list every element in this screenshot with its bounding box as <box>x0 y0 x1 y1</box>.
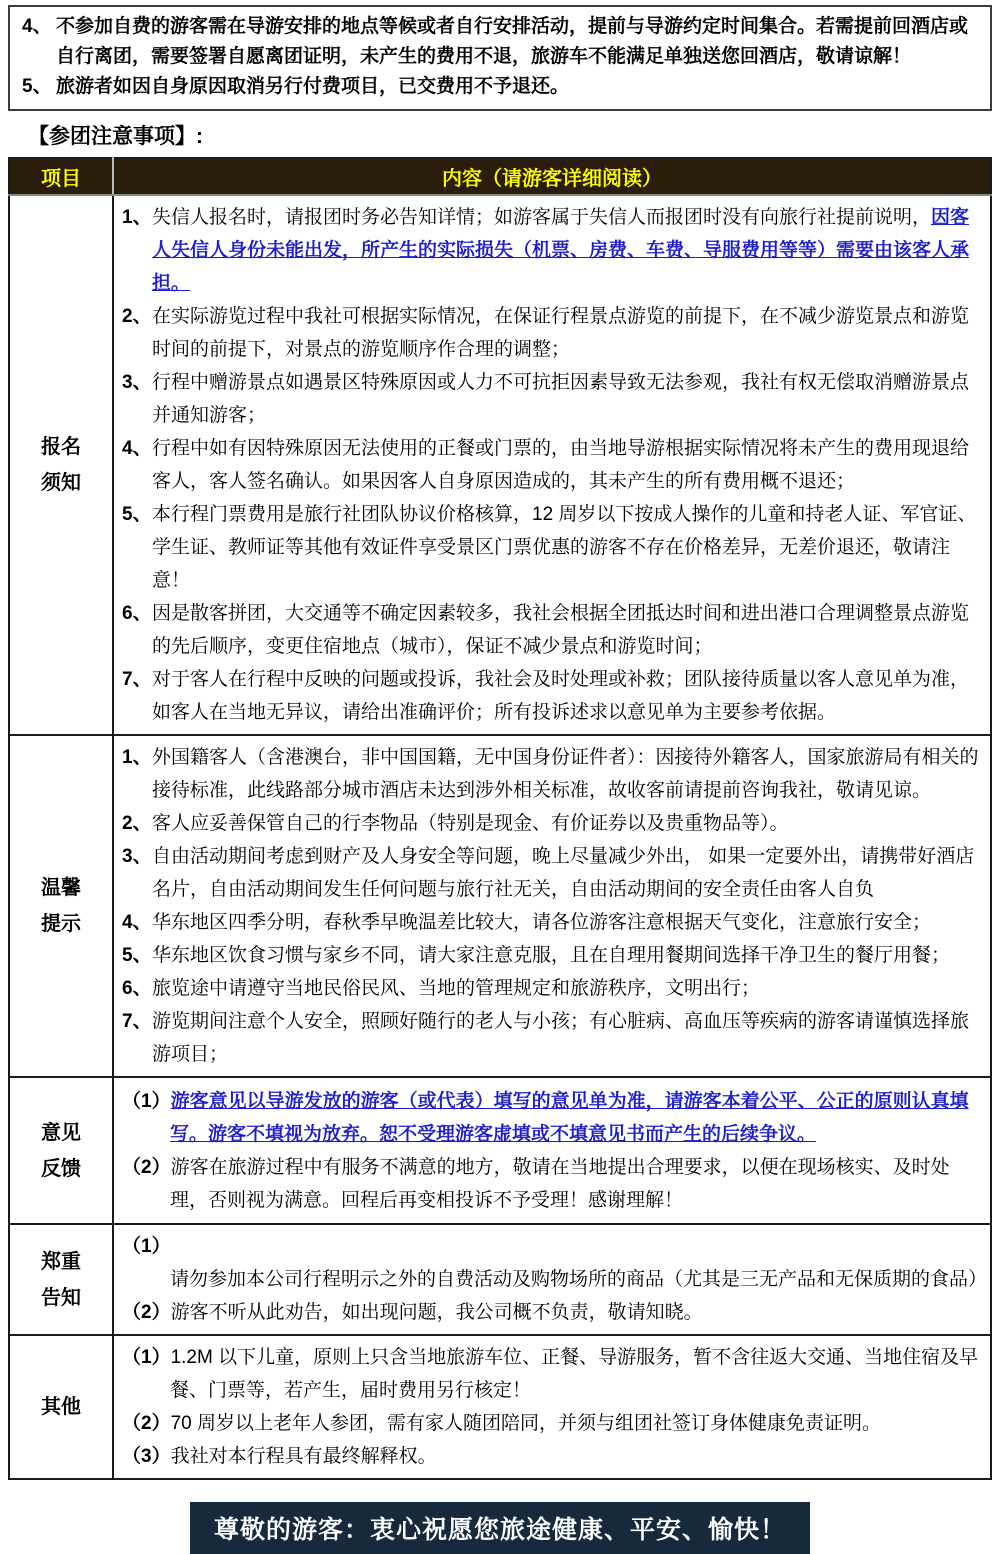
item-number: （2） <box>122 1156 171 1178</box>
item-number: 4、 <box>122 438 152 459</box>
table-header-item-col: 项目 <box>9 158 113 195</box>
intro-note-number: 5、 <box>22 76 52 97</box>
content-item <box>122 300 980 366</box>
content-item <box>122 1230 988 1296</box>
item-text: 游客在旅游过程中有服务不满意的地方，敬请在当地提出合理要求，以便在现场核实、及时处理，否则视为满意。回程后再变相投诉不予受理！感谢理解！ <box>170 1156 950 1211</box>
table-row-意见反馈 <box>9 1077 991 1224</box>
content-item <box>122 972 980 1005</box>
section-heading: 【参团注意事项】: <box>28 125 203 148</box>
content-item <box>122 201 980 300</box>
item-number: 2、 <box>122 813 152 834</box>
row-content <box>113 735 991 1077</box>
content-item <box>122 1407 980 1440</box>
footer-banner-wrap <box>0 1502 1000 1554</box>
item-number: 4、 <box>122 912 152 933</box>
intro-note-number: 4、 <box>22 16 52 37</box>
content-item <box>122 1296 980 1329</box>
content-item <box>122 1151 980 1217</box>
item-text: 自由活动期间考虑到财产及人身安全等问题，晚上尽量减少外出， 如果一定要外出，请携带好酒店名片，自由活动期间发生任何问题与旅行社无关，自由活动期间的安全责任由客人自负 <box>152 846 975 900</box>
item-number: （1） <box>122 1347 171 1368</box>
intro-note-text: 不参加自费的游客需在导游安排的地点等候或者自行安排活动，提前与导游约定时间集合。若需提前回酒店或自行离团，需要签署自愿离团证明，未产生的费用不退，旅游车不能满足单独送您回酒店，敬请谅解！ <box>56 16 969 67</box>
content-item <box>122 906 980 939</box>
content-item <box>122 1440 980 1473</box>
row-label: 温馨 提示 <box>9 735 113 1077</box>
content-item <box>122 1085 980 1151</box>
item-number: 3、 <box>122 372 152 393</box>
content-item <box>122 807 980 840</box>
content-item <box>122 366 980 432</box>
content-item <box>122 663 980 729</box>
content-item <box>122 597 980 663</box>
row-label: 郑重 告知 <box>9 1224 113 1335</box>
item-number: 5、 <box>122 504 152 525</box>
content-item <box>122 741 980 807</box>
item-text: 对于客人在行程中反映的问题或投诉，我社会及时处理或补救；团队接待质量以客人意见单为准，如客人在当地无异议，请给出准确评价；所有投诉述求以意见单为主要参考依据。 <box>152 669 970 723</box>
item-text: 因是散客拼团，大交通等不确定因素较多，我社会根据全团抵达时间和进出港口合理调整景点游览的先后顺序，变更住宿地点（城市），保证不减少景点和游览时间； <box>152 603 970 657</box>
emphasis-text: 因客人失信人身份未能出发，所产生的实际损失（机票、房费、车费、导服费用等等）需要由该客人承担。 <box>152 207 970 294</box>
item-text: 本行程门票费用是旅行社团队协议价格核算，12 周岁以下按成人操作的儿童和持老人证、军官证、学生证、教师证等其他有效证件享受景区门票优惠的游客不存在价格差异，无差价退还，敬请注意！ <box>152 504 977 591</box>
item-text: 华东地区饮食习惯与家乡不同，请大家注意克服，且在自理用餐期间选择干净卫生的餐厅用餐； <box>152 945 951 966</box>
item-number: 3、 <box>122 846 152 867</box>
intro-notes-box <box>8 5 992 111</box>
item-text: 1.2M 以下儿童，原则上只含当地旅游车位、正餐、导游服务，暂不含往返大交通、当地住宿及早餐、门票等，若产生，届时费用另行核定！ <box>170 1347 979 1401</box>
item-text: 在实际游览过程中我社可根据实际情况，在保证行程景点游览的前提下，在不减少游览景点和游览时间的前提下，对景点的游览顺序作合理的调整； <box>152 306 970 360</box>
item-text: 失信人报名时，请报团时务必告知详情；如游客属于失信人而报团时没有向旅行社提前说明， <box>152 207 932 228</box>
content-item <box>122 1341 980 1407</box>
item-number: 7、 <box>122 1011 152 1032</box>
item-number: （3） <box>122 1446 171 1467</box>
table-header-row <box>9 158 991 195</box>
row-label: 意见 反馈 <box>9 1077 113 1224</box>
item-number: （2） <box>122 1413 171 1434</box>
page <box>0 5 1000 1554</box>
item-number: 2、 <box>122 306 152 327</box>
item-text: 游览期间注意个人安全，照顾好随行的老人与小孩；有心脏病、高血压等疾病的游客请谨慎选择旅游项目； <box>152 1011 970 1065</box>
item-number: 7、 <box>122 669 152 690</box>
emphasis-text: 游客意见以导游发放的游客（或代表）填写的意见单为准，请游客本着公平、公正的原则认真填写。游客不填视为放弃。恕不受理游客虚填或不填意见书而产生的后续争议。 <box>170 1090 969 1145</box>
row-content <box>113 195 991 735</box>
content-item <box>122 840 980 906</box>
intro-note-4 <box>22 12 978 72</box>
content-item <box>122 939 980 972</box>
item-text: 行程中赠游景点如遇景区特殊原因或人力不可抗拒因素导致无法参观，我社有权无偿取消赠游景点并通知游客； <box>152 372 970 426</box>
item-number: 6、 <box>122 603 152 624</box>
item-number: 1、 <box>122 207 152 228</box>
item-text: 旅览途中请遵守当地民俗民风、当地的管理规定和旅游秩序，文明出行； <box>152 978 761 999</box>
row-content <box>113 1335 991 1479</box>
content-item <box>122 432 980 498</box>
row-content <box>113 1077 991 1224</box>
item-text: 游客不听从此劝告，如出现问题，我公司概不负责，敬请知晓。 <box>170 1302 703 1323</box>
table-row-郑重告知 <box>9 1224 991 1335</box>
item-text: 外国籍客人（含港澳台，非中国国籍，无中国身份证件者）：因接待外籍客人，国家旅游局有相关的接待标准，此线路部分城市酒店未达到涉外相关标准，故收客前请提前咨询我社，敬请见谅。 <box>152 747 979 801</box>
item-number: 5、 <box>122 945 152 966</box>
table-row-其他 <box>9 1335 991 1479</box>
table-body <box>9 195 991 1479</box>
item-number: （1） <box>122 1236 171 1257</box>
item-text: 行程中如有因特殊原因无法使用的正餐或门票的，由当地导游根据实际情况将未产生的费用现退给客人，客人签名确认。如果因客人自身原因造成的，其未产生的所有费用概不退还； <box>152 438 970 492</box>
intro-note-5 <box>22 72 978 102</box>
intro-note-text: 旅游者如因自身原因取消另行付费项目，已交费用不予退还。 <box>56 76 570 97</box>
item-text: 我社对本行程具有最终解释权。 <box>170 1446 437 1467</box>
content-item <box>122 498 980 597</box>
item-number: （1） <box>122 1090 171 1112</box>
table-row-温馨提示 <box>9 735 991 1077</box>
item-text: 70 周岁以上老年人参团，需有家人随团陪同，并须与组团社签订身体健康免责证明。 <box>170 1413 881 1434</box>
row-label: 其他 <box>9 1335 113 1479</box>
notice-table <box>8 157 992 1480</box>
table-header-content-col: 内容（请游客详细阅读） <box>113 158 991 195</box>
item-number: 1、 <box>122 747 152 768</box>
table-row-报名须知 <box>9 195 991 735</box>
item-text: 请勿参加本公司行程明示之外的自费活动及购物场所的商品（尤其是三无产品和无保质期的食品） <box>170 1269 988 1290</box>
item-text: 客人应妥善保管自己的行李物品（特别是现金、有价证券以及贵重物品等）。 <box>152 813 789 834</box>
row-content <box>113 1224 991 1335</box>
row-label: 报名 须知 <box>9 195 113 735</box>
table-header <box>9 158 991 195</box>
item-number: （2） <box>122 1302 171 1323</box>
item-number: 6、 <box>122 978 152 999</box>
footer-banner: 尊敬的游客：衷心祝愿您旅途健康、平安、愉快！ <box>190 1502 810 1554</box>
content-item <box>122 1005 980 1071</box>
item-text: 华东地区四季分明，春秋季早晚温差比较大，请各位游客注意根据天气变化，注意旅行安全； <box>152 912 932 933</box>
